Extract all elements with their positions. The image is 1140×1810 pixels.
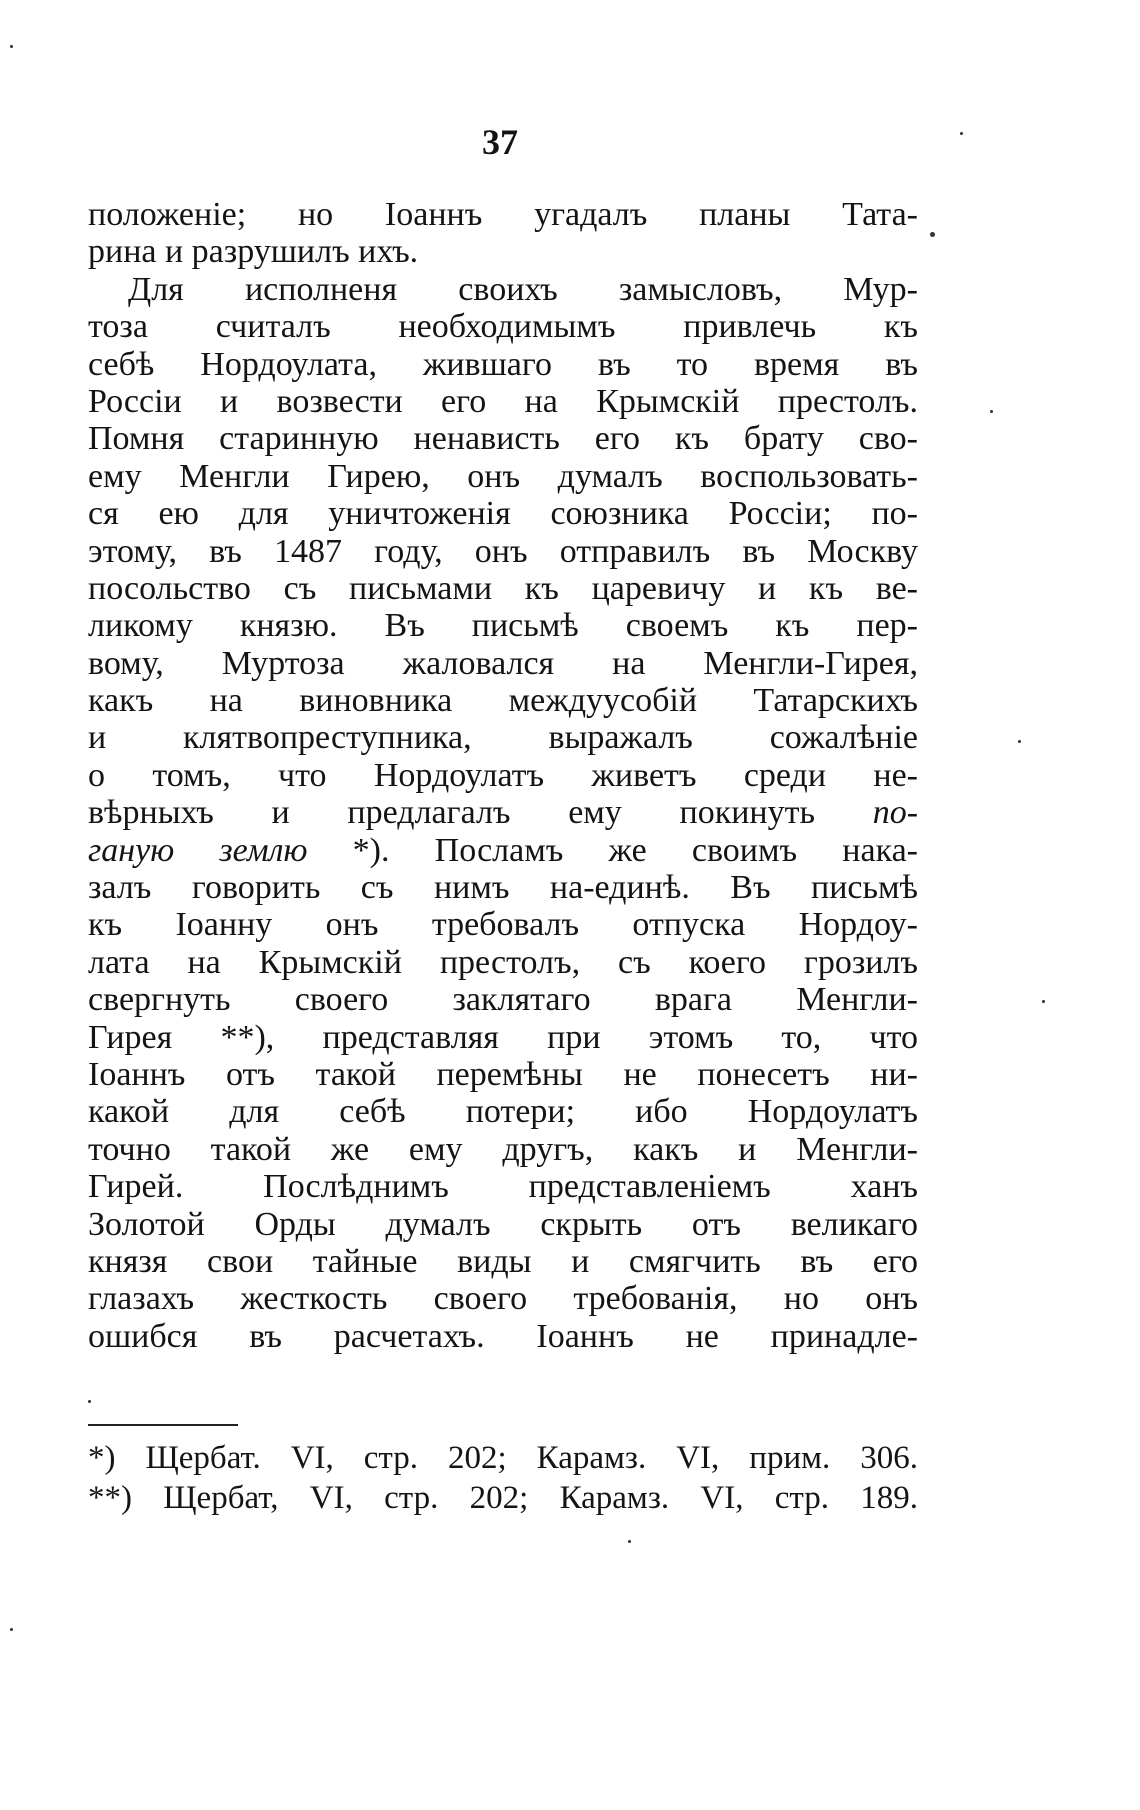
scan-speck (990, 410, 993, 413)
scan-speck (1018, 740, 1021, 743)
text-line: посольство съ письмами къ царевичу и къ ве- (88, 569, 918, 607)
emphasis-text: по- (872, 794, 919, 832)
text-line: этому, въ 1487 году, онъ отправилъ въ Москву (88, 532, 918, 570)
text-line: свергнуть своего заклятаго врага Менгли- (88, 981, 918, 1019)
text-line: точно такой же ему другъ, какъ и Менгли- (88, 1130, 918, 1168)
text-line: ошибся въ расчетахъ. Іоаннъ не принадле- (88, 1317, 918, 1355)
text-segment: *). Посламъ же своимъ нака- (307, 831, 918, 869)
text-line: ся ею для уничтоженія союзника Россіи; по- (88, 495, 918, 533)
text-line: къ Іоанну онъ требовалъ отпуска Нордоу- (88, 906, 918, 944)
text-line: Іоаннъ отъ такой перемѣны не понесетъ ни- (88, 1055, 918, 1093)
text-line: Россіи и возвести его на Крымскій престолъ. (88, 382, 918, 420)
text-line: положеніе; но Іоаннъ угадалъ планы Тата- (88, 196, 918, 233)
text-line (88, 794, 918, 831)
text-line: вому, Муртоза жаловался на Менгли-Гирея, (88, 644, 918, 682)
emphasis-text: ганую землю (88, 831, 308, 869)
footnote: **) Щербат, VI, стр. 202; Карамз. VI, стр. 189. (88, 1480, 918, 1516)
text-segment: вѣрныхъ и предлагалъ ему покинуть (88, 794, 815, 832)
text-line: Гирея **), представляя при этомъ то, что (88, 1018, 918, 1056)
body-text (88, 196, 918, 1355)
text-line: залъ говорить съ нимъ на-единѣ. Въ письмѣ (88, 869, 918, 907)
text-line: о томъ, что Нордоулатъ живетъ среди не- (88, 756, 918, 794)
scan-speck (960, 132, 963, 135)
text-line: Для исполненя своихъ замысловъ, Мур- (128, 270, 918, 308)
text-line: какъ на виновника междуусобій Татарскихъ (88, 682, 918, 720)
scan-speck (10, 45, 13, 48)
text-line: и клятвопреступника, выражалъ сожалѣніе (88, 719, 918, 757)
page-number: 37 (482, 122, 518, 162)
footnotes (88, 1438, 918, 1518)
text-line: какой для себѣ потери; ибо Нордоулатъ (88, 1093, 918, 1131)
text-line: Золотой Орды думалъ скрыть отъ великаго (88, 1205, 918, 1243)
scan-speck (88, 1400, 91, 1403)
text-line: князя свои тайные виды и смягчить въ его (88, 1242, 918, 1280)
text-line: тоза считалъ необходимымъ привлечь къ (88, 308, 918, 346)
text-line: ему Менгли Гирею, онъ думалъ воспользовать- (88, 457, 918, 495)
scan-speck (930, 232, 935, 237)
scan-speck (628, 1540, 631, 1543)
scan-speck (10, 1628, 13, 1631)
scan-speck (1042, 1000, 1045, 1003)
text-line: себѣ Нордоулата, жившаго въ то время въ (88, 345, 918, 383)
text-line: рина и разрушилъ ихъ. (88, 233, 419, 271)
footnote: *) Щербат. VI, стр. 202; Карамз. VI, прим. 306. (88, 1440, 918, 1476)
text-line: ликому князю. Въ письмѣ своемъ къ пер- (88, 607, 918, 645)
text-line: лата на Крымскій престолъ, съ коего грозилъ (88, 943, 918, 981)
text-line: Помня старинную ненависть его къ брату сво- (88, 420, 918, 458)
text-line: Гирей. Послѣднимъ представленіемъ ханъ (88, 1168, 918, 1206)
footnote-divider (88, 1424, 238, 1426)
text-line: глазахъ жесткость своего требованія, но онъ (88, 1280, 918, 1318)
text-line (88, 832, 918, 869)
